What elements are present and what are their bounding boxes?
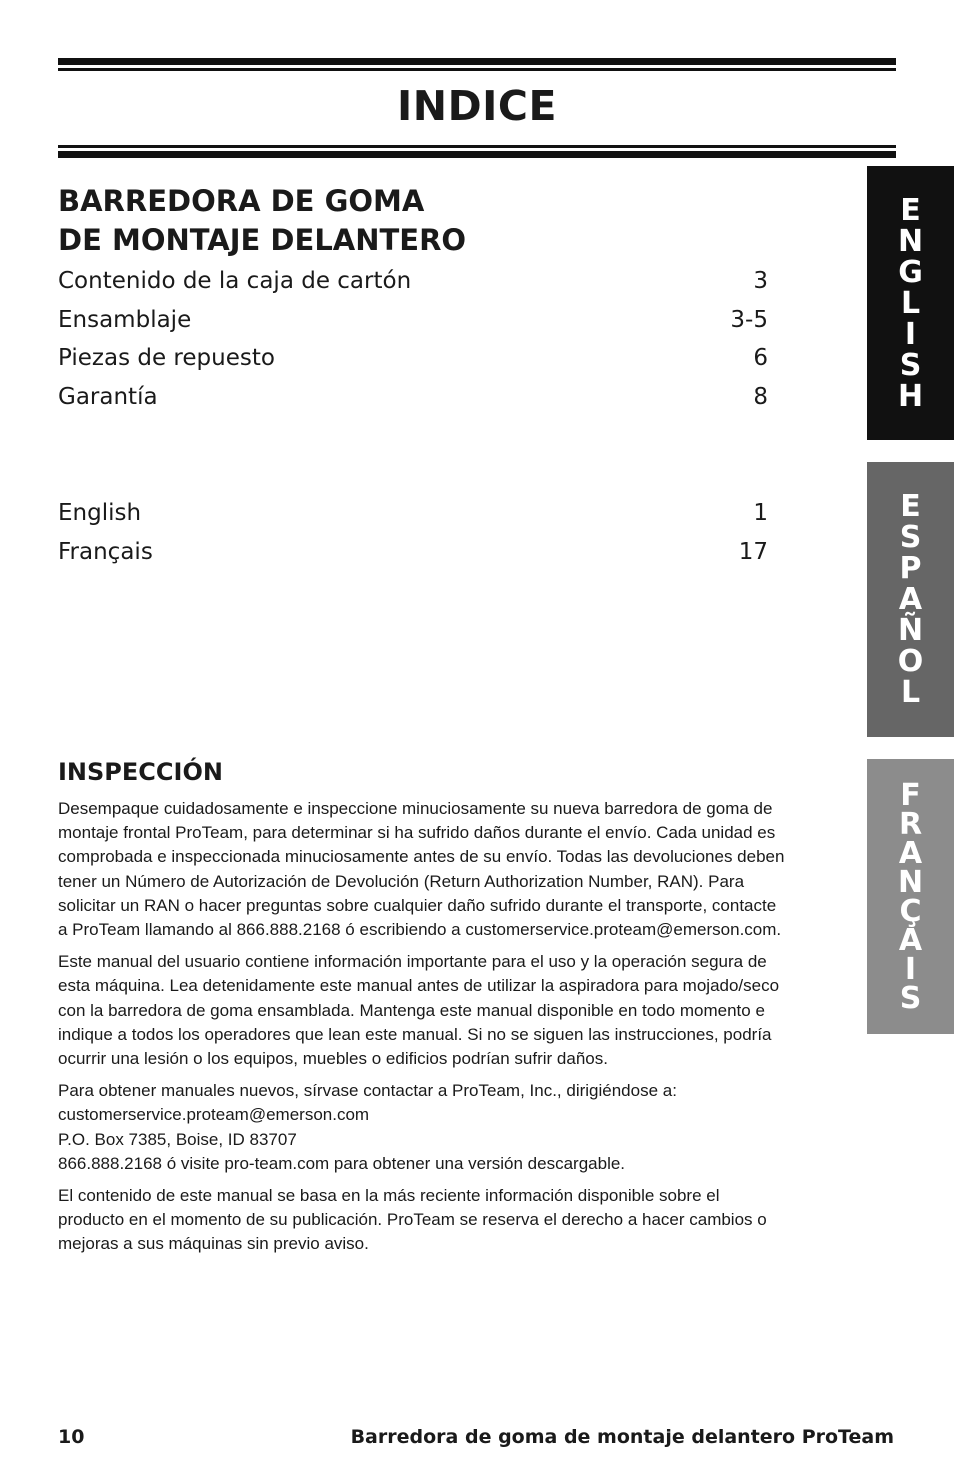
tab-letter: Ç [899,893,922,929]
tab-letter: N [897,223,924,259]
toc-page: 3-5 [730,306,768,333]
language-row[interactable] [58,533,768,572]
footer-title: Barredora de goma de montaje delantero ProTeam [350,1426,894,1448]
tab-letter: I [904,316,917,352]
contact-phone-web: 866.888.2168 ó visite pro-team.com para obtener una versión descargable. [58,1153,626,1173]
language-list [58,494,768,571]
tab-letter: H [897,378,924,414]
tab-espanol[interactable] [867,462,954,737]
tab-letter: N [897,864,924,900]
tab-letter: P [899,551,922,586]
manual-paragraph: Este manual del usuario contiene información importante para el uso y la operación segura de esta máquina. Lea detenidamente este manual antes de utilizar la aspiradora para mojado/seco con la barredora de goma ensamblada. Mantenga este manual disponible en todo momento e indique a todos los operadores que lean este manual. Si no se siguen las instrucciones, podría ocurrir una lesión o los equipos, muebles o edificios podrían sufrir daños. [58,952,780,1069]
inspection-body [58,797,788,1265]
tab-letter: L [900,285,921,321]
language-page: 17 [738,538,768,565]
contact-email[interactable]: customerservice.proteam@emerson.com [58,1105,370,1125]
inspection-heading: INSPECCIÓN [58,758,223,786]
tab-letter: I [904,951,917,987]
page-title: INDICE [397,82,557,130]
tab-letter: F [900,777,921,813]
contact-block [58,1079,788,1176]
toc-label: Contenido de la caja de cartón [58,268,412,294]
tab-letter: A [898,922,923,958]
toc-row[interactable] [58,339,768,378]
tab-letter: O [897,644,924,679]
tab-letter: L [900,675,921,710]
toc-row[interactable] [58,262,768,301]
toc-row[interactable] [58,301,768,340]
toc-label: Ensamblaje [58,306,192,333]
toc-label: Garantía [58,383,158,410]
footer-page-number: 10 [58,1426,85,1448]
title-rule-thin [58,145,896,148]
language-label: English [58,500,142,526]
tab-letter: Ñ [897,613,924,648]
toc-label: Piezas de repuesto [58,345,275,371]
section-heading [58,182,466,260]
inspection-paragraph: Desempaque cuidadosamente e inspeccione minuciosamente su nueva barredora de goma de montaje frontal ProTeam, para determinar si ha sufrido daños durante el envío. Cada unidad es comprobada e inspeccionada minuciosamente antes de su envío. Todas las devoluciones deben tener un Número de Autorización de Devolución (Return Authorization Number, RAN). Para solicitar un RAN o hacer preguntas sobre cualquier daño sufrido durante el transporte, contacte a ProTeam llamando al 866.888.2168 ó escribiendo a customerservice.proteam@emerson.com. [58,799,785,940]
tab-letter: G [898,254,923,290]
language-label: Français [58,538,153,565]
toc-page: 3 [753,268,768,294]
tab-english[interactable] [867,166,954,440]
tab-letter: E [900,192,921,228]
disclaimer-paragraph: El contenido de este manual se basa en la más reciente información disponible sobre el producto en el momento de su publicación. ProTeam se reserva el derecho a hacer cambios o mejoras a sus máquinas sin previo aviso. [58,1186,767,1254]
tab-letter: S [899,520,922,555]
tab-letter: S [899,980,922,1016]
toc-row[interactable] [58,378,768,417]
section-heading-line-2: DE MONTAJE DELANTERO [58,223,467,257]
top-rule-thick [58,58,896,65]
contact-intro: Para obtener manuales nuevos, sírvase contactar a ProTeam, Inc., dirigiéndose a: [58,1081,677,1101]
toc-page: 8 [753,383,768,410]
tab-letter: A [898,582,923,617]
title-rule-thick [58,151,896,158]
tab-letter: E [900,489,921,524]
section-heading-line-1: BARREDORA DE GOMA [58,184,425,218]
tab-letter: R [898,806,923,842]
contact-address: P.O. Box 7385, Boise, ID 83707 [58,1129,297,1149]
toc-list [58,262,768,416]
language-page: 1 [753,500,768,526]
tab-letter: S [899,347,922,383]
toc-page: 6 [753,345,768,371]
top-rule-thin [58,68,896,71]
tab-letter: A [898,835,923,871]
language-row[interactable] [58,494,768,533]
tab-francais[interactable] [867,759,954,1034]
